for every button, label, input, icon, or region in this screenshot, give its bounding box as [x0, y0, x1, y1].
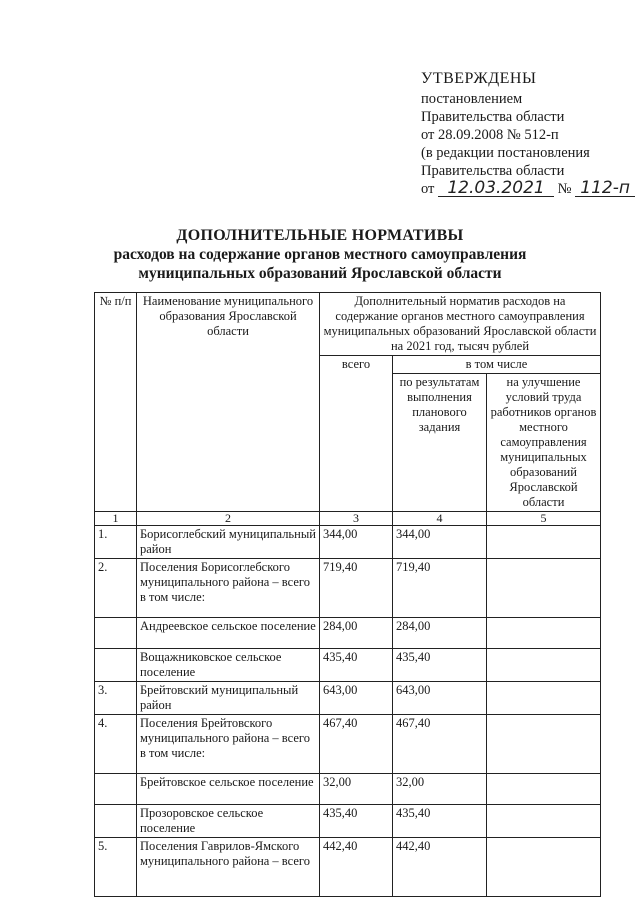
row-by-results: 344,00 [393, 526, 487, 559]
approval-from-prefix: от [421, 181, 435, 197]
approval-block [421, 70, 631, 198]
approval-date-line [421, 180, 631, 198]
row-name: Брейтовское сельское поселение [137, 774, 320, 805]
row-name: Поселения Брейтовского муниципального района – всего в том числе: [137, 715, 320, 774]
row-name: Вощажниковское сельское поселение [137, 649, 320, 682]
approval-line-2: Правительства области [421, 109, 565, 125]
title-main: ДОПОЛНИТЕЛЬНЫЕ НОРМАТИВЫ [176, 227, 464, 244]
row-improvement [487, 618, 601, 649]
table-row [95, 559, 601, 618]
row-number [95, 774, 137, 805]
title-subtitle-1: расходов на содержание органов местного самоуправления [113, 246, 527, 263]
row-total: 442,40 [320, 838, 393, 897]
row-number: 1. [95, 526, 137, 559]
col-number: 2 [137, 512, 320, 526]
table-row [95, 649, 601, 682]
row-number: 2. [95, 559, 137, 618]
row-name: Андреевское сельское поселение [137, 618, 320, 649]
row-number [95, 805, 137, 838]
row-number: 4. [95, 715, 137, 774]
row-total: 467,40 [320, 715, 393, 774]
header-name: Наименование муниципального образования Ярославской области [137, 293, 320, 512]
row-by-results: 284,00 [393, 618, 487, 649]
row-total: 32,00 [320, 774, 393, 805]
row-name: Прозоровское сельское поселение [137, 805, 320, 838]
row-total: 435,40 [320, 805, 393, 838]
header-norm: Дополнительный норматив расходов на содержание органов местного самоуправления муниципальных образований Ярославской области на 2021 год, тысяч рублей [320, 293, 601, 356]
row-name: Брейтовский муниципальный район [137, 682, 320, 715]
approval-line-4: (в редакции постановления [421, 145, 590, 161]
col-number: 3 [320, 512, 393, 526]
table-row [95, 838, 601, 897]
row-number: 3. [95, 682, 137, 715]
approval-line-3: от 28.09.2008 № 512-п [421, 127, 559, 143]
row-improvement [487, 559, 601, 618]
approval-line-1: постановлением [421, 91, 523, 107]
document-title [0, 226, 640, 283]
row-by-results: 435,40 [393, 805, 487, 838]
row-name: Поселения Гаврилов-Ямского муниципального района – всего [137, 838, 320, 897]
header-including: в том числе [393, 356, 601, 374]
handwritten-number: 112-п [575, 180, 635, 197]
row-improvement [487, 805, 601, 838]
col-number: 1 [95, 512, 137, 526]
table-row [95, 805, 601, 838]
table-row [95, 774, 601, 805]
approval-heading: УТВЕРЖДЕНЫ [421, 70, 537, 87]
col-number: 4 [393, 512, 487, 526]
row-improvement [487, 838, 601, 897]
row-total: 435,40 [320, 649, 393, 682]
header-by-results: по результатам выполнения планового задания [393, 374, 487, 512]
row-name: Борисоглебский муниципальный район [137, 526, 320, 559]
header-total: всего [320, 356, 393, 512]
row-by-results: 32,00 [393, 774, 487, 805]
table-row [95, 526, 601, 559]
row-by-results: 719,40 [393, 559, 487, 618]
row-improvement [487, 715, 601, 774]
table-row [95, 682, 601, 715]
row-number: 5. [95, 838, 137, 897]
table-row [95, 715, 601, 774]
handwritten-date: 12.03.2021 [438, 180, 554, 197]
row-by-results: 467,40 [393, 715, 487, 774]
header-improvement: на улучшение условий труда работников органов местного самоуправления муниципальных образований Ярославской области [487, 374, 601, 512]
row-improvement [487, 682, 601, 715]
title-subtitle-2: муниципальных образований Ярославской области [138, 265, 502, 282]
row-by-results: 442,40 [393, 838, 487, 897]
norms-table [94, 292, 601, 897]
row-total: 643,00 [320, 682, 393, 715]
row-total: 719,40 [320, 559, 393, 618]
row-improvement [487, 774, 601, 805]
number-sign: № [557, 181, 572, 197]
row-total: 284,00 [320, 618, 393, 649]
row-by-results: 643,00 [393, 682, 487, 715]
table-row [95, 618, 601, 649]
approval-line-5: Правительства области [421, 163, 565, 179]
column-numbers-row [95, 512, 601, 526]
row-number [95, 618, 137, 649]
row-improvement [487, 526, 601, 559]
col-number: 5 [487, 512, 601, 526]
row-by-results: 435,40 [393, 649, 487, 682]
row-number [95, 649, 137, 682]
header-num: № п/п [95, 293, 137, 512]
row-name: Поселения Борисоглебского муниципального района – всего в том числе: [137, 559, 320, 618]
row-total: 344,00 [320, 526, 393, 559]
row-improvement [487, 649, 601, 682]
